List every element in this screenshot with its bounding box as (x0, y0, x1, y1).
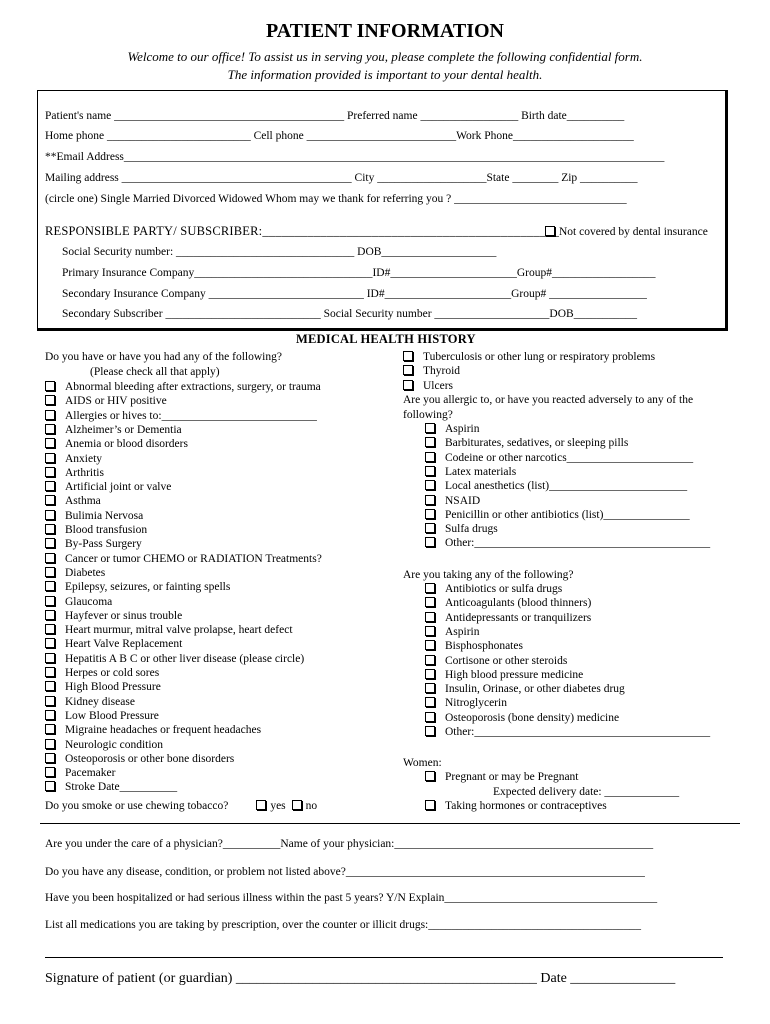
checkbox[interactable] (45, 538, 55, 548)
checkbox[interactable] (45, 653, 55, 663)
checkbox[interactable] (45, 567, 55, 577)
checkbox[interactable] (425, 480, 435, 490)
checkbox-label: Local anesthetics (list)________________________ (445, 480, 688, 493)
condition-item[interactable] (403, 364, 460, 378)
checkbox-label: Codeine or other narcotics______________________ (445, 451, 694, 464)
checkbox[interactable] (45, 624, 55, 634)
checkbox[interactable] (45, 495, 55, 505)
checkbox[interactable] (425, 771, 435, 781)
medication-item[interactable] (425, 625, 480, 639)
medication-item[interactable] (425, 711, 619, 725)
allergy-item[interactable] (425, 422, 480, 436)
checkbox[interactable] (45, 410, 55, 420)
condition-item[interactable] (45, 523, 147, 537)
checkbox[interactable] (425, 423, 435, 433)
intro-line-2: The information provided is important to your dental health. (227, 67, 543, 82)
checkbox-label: Antibiotics or sulfa drugs (445, 583, 563, 595)
condition-item[interactable] (45, 680, 161, 694)
checkbox[interactable] (45, 696, 55, 706)
condition-item[interactable] (45, 637, 182, 651)
checkbox[interactable] (425, 712, 435, 722)
section-divider (40, 823, 740, 824)
allergy-item[interactable] (425, 522, 498, 536)
condition-item[interactable] (45, 409, 317, 423)
signature-line[interactable]: Signature of patient (or guardian) ___________________________________________ Date _______________ (45, 971, 676, 986)
checkbox[interactable] (45, 596, 55, 606)
checkbox[interactable] (425, 640, 435, 650)
condition-item[interactable] (45, 738, 163, 752)
condition-item[interactable] (45, 380, 321, 394)
checkbox-label: Blood transfusion (65, 524, 148, 536)
checkbox-label: Pregnant or may be Pregnant (445, 771, 579, 783)
checkbox-label: Taking hormones or contraceptives (445, 800, 607, 812)
allergy-item[interactable] (425, 536, 710, 550)
checkbox-label: Diabetes (65, 566, 106, 579)
condition-item[interactable] (45, 452, 102, 466)
checkbox-label: Hayfever or sinus trouble (65, 609, 183, 622)
medical-history-title: MEDICAL HEALTH HISTORY (296, 332, 476, 346)
checkbox[interactable] (425, 683, 435, 693)
medication-item[interactable] (425, 696, 507, 710)
medication-item[interactable] (425, 654, 567, 668)
checkbox-label: NSAID (445, 494, 481, 507)
checkbox-label: Migraine headaches or frequent headaches (65, 724, 262, 737)
allergy-item[interactable] (425, 451, 693, 465)
condition-item[interactable] (45, 552, 322, 566)
women-label: Women: (403, 757, 442, 769)
smoke-question (45, 799, 317, 813)
checkbox[interactable] (45, 524, 55, 534)
medication-item[interactable] (425, 596, 591, 610)
pregnant-item[interactable] (425, 770, 579, 784)
condition-item[interactable] (45, 566, 105, 580)
checkbox-label: Stroke Date__________ (65, 781, 178, 794)
condition-item[interactable] (45, 723, 261, 737)
condition-item[interactable] (45, 480, 171, 494)
condition-item[interactable] (45, 709, 159, 723)
checkbox-label: Barbiturates, sedatives, or sleeping pills (445, 437, 629, 450)
allergy-question-2: following? (403, 409, 453, 421)
checkbox-label: Ulcers (423, 379, 454, 392)
hormones-item[interactable] (425, 799, 607, 813)
page-title: PATIENT INFORMATION (266, 20, 504, 42)
checkbox[interactable] (45, 638, 55, 648)
checkbox[interactable] (403, 351, 413, 361)
checkbox-label: Anticoagulants (blood thinners) (445, 597, 592, 610)
checkbox[interactable] (403, 365, 413, 375)
condition-item[interactable] (45, 494, 101, 508)
checkbox[interactable] (45, 381, 55, 391)
medication-item[interactable] (425, 639, 523, 653)
checkbox-label: Heart murmur, mitral valve prolapse, heart defect (65, 624, 293, 637)
allergy-question: Are you allergic to, or have you reacted adversely to any of the (403, 394, 694, 406)
medication-item[interactable] (425, 668, 583, 682)
smoke-no-label: no (305, 800, 318, 812)
checkbox[interactable] (45, 767, 55, 777)
patient-name-line[interactable]: Patient's name ________________________________________ Preferred name _________________ Birth date__________ (45, 110, 625, 122)
condition-item[interactable] (45, 780, 177, 794)
checkbox-label: Epilepsy, seizures, or fainting spells (65, 581, 231, 594)
checkbox[interactable] (45, 739, 55, 749)
not-covered-option[interactable] (545, 226, 708, 238)
allergy-item[interactable] (425, 508, 690, 522)
allergy-item[interactable] (425, 494, 480, 508)
checkbox[interactable] (45, 581, 55, 591)
checkbox-label: AIDS or HIV positive (65, 395, 167, 408)
checkbox-label: Cancer or tumor CHEMO or RADIATION Treatments? (65, 552, 322, 565)
checkbox[interactable] (425, 612, 435, 622)
condition-item[interactable] (45, 394, 167, 408)
email-line[interactable]: **Email Address______________________________________________________________________________________________ (45, 151, 665, 163)
checkbox[interactable] (45, 395, 55, 405)
condition-item[interactable] (45, 423, 182, 437)
not-covered-checkbox[interactable] (545, 226, 555, 236)
checkbox[interactable] (425, 495, 435, 505)
intro-line-1: Welcome to our office! To assist us in serving you, please complete the following confidential form. (127, 49, 643, 64)
checkbox-label: Tuberculosis or other lung or respiratory problems (423, 351, 656, 363)
checkbox[interactable] (425, 466, 435, 476)
condition-item[interactable] (45, 437, 188, 451)
taking-question: Are you taking any of the following? (403, 569, 574, 581)
condition-item[interactable] (45, 623, 293, 637)
checkbox-label: Asthma (65, 495, 101, 508)
disease-line[interactable]: Do you have any disease, condition, or problem not listed above?____________________________________________________ (45, 866, 645, 878)
checkbox-label: High Blood Pressure (65, 681, 161, 694)
checkbox[interactable] (45, 424, 55, 434)
checkbox[interactable] (45, 610, 55, 620)
checkbox-label: Aspirin (445, 423, 480, 435)
checkbox[interactable] (425, 669, 435, 679)
medication-item[interactable] (425, 682, 625, 696)
checkbox[interactable] (425, 800, 435, 810)
checkbox-label: Artificial joint or valve (65, 481, 172, 494)
condition-item[interactable] (45, 537, 142, 551)
checkbox-label: Kidney disease (65, 695, 135, 708)
checkbox[interactable] (425, 655, 435, 665)
checkbox-label: Insulin, Orinase, or other diabetes drug (445, 683, 625, 696)
allergy-item[interactable] (425, 465, 516, 479)
checkbox[interactable] (425, 626, 435, 636)
medication-item[interactable] (425, 611, 591, 625)
checkbox-label: Osteoporosis (bone density) medicine (445, 711, 620, 724)
checkbox-label: Low Blood Pressure (65, 709, 159, 722)
responsible-party-line[interactable]: RESPONSIBLE PARTY/ SUBSCRIBER:______________________________________________ (45, 224, 560, 238)
smoke-no-checkbox[interactable] (292, 800, 302, 810)
left-question: Do you have or have you had any of the following? (45, 351, 282, 363)
checkbox[interactable] (425, 509, 435, 519)
checkbox-label: Osteoporosis or other bone disorders (65, 752, 235, 765)
marital-referral-line[interactable]: (circle one) Single Married Divorced Widowed Whom may we thank for referring you ? ______________________________ (45, 193, 627, 205)
checkbox[interactable] (45, 753, 55, 763)
allergy-item[interactable] (425, 479, 687, 493)
allergy-item[interactable] (425, 436, 628, 450)
checkbox-label: Anemia or blood disorders (65, 438, 188, 451)
checkbox[interactable] (425, 697, 435, 707)
checkbox[interactable] (425, 452, 435, 462)
condition-item[interactable] (403, 350, 655, 364)
condition-item[interactable] (45, 666, 159, 680)
checkbox[interactable] (425, 583, 435, 593)
checkbox[interactable] (45, 510, 55, 520)
phone-line[interactable]: Home phone _________________________ Cell phone __________________________Work Phone_____________________ (45, 130, 634, 142)
checkbox-label: Other:_________________________________________ (445, 537, 711, 550)
condition-item[interactable] (45, 652, 304, 666)
checkbox-label: Antidepressants or tranquilizers (445, 611, 592, 624)
checkbox-label: Abnormal bleeding after extractions, surgery, or trauma (65, 381, 321, 393)
blank-line[interactable] (45, 957, 723, 958)
medication-item[interactable] (425, 725, 710, 739)
checkbox[interactable] (45, 467, 55, 477)
checkbox[interactable] (425, 537, 435, 547)
checkbox[interactable] (45, 681, 55, 691)
condition-item[interactable] (45, 509, 143, 523)
checkbox-label: Latex materials (445, 465, 517, 478)
checkbox-label: Bulimia Nervosa (65, 509, 144, 522)
secondary-insurance-line[interactable]: Secondary Insurance Company ___________________________ ID#______________________Group# _________________ (62, 288, 647, 300)
checkbox[interactable] (425, 597, 435, 607)
condition-item[interactable] (45, 766, 115, 780)
hospitalized-line[interactable]: Have you been hospitalized or had serious illness within the past 5 years? Y/N Explain_____________________________________ (45, 892, 658, 904)
checkbox-label: Alzheimer’s or Dementia (65, 423, 182, 436)
checkbox-label: Heart Valve Replacement (65, 638, 183, 651)
checkbox-label: Anxiety (65, 452, 103, 465)
checkbox[interactable] (425, 523, 435, 533)
checkbox[interactable] (45, 481, 55, 491)
checkbox[interactable] (403, 380, 413, 390)
condition-item[interactable] (45, 752, 234, 766)
checkbox[interactable] (45, 781, 55, 791)
checkbox-label: Nitroglycerin (445, 697, 507, 710)
checkbox[interactable] (45, 710, 55, 720)
checkbox[interactable] (45, 667, 55, 677)
condition-item[interactable] (45, 580, 230, 594)
checkbox-label: Aspirin (445, 625, 480, 638)
condition-item[interactable] (45, 466, 104, 480)
condition-item[interactable] (45, 695, 135, 709)
checkbox-label: By-Pass Surgery (65, 538, 142, 551)
checkbox-label: Bisphosphonates (445, 640, 523, 653)
checkbox-label: Neurologic condition (65, 738, 164, 751)
checkbox-label: Hepatitis A B C or other liver disease (please circle) (65, 652, 305, 665)
checkbox-label: High blood pressure medicine (445, 668, 584, 681)
checkbox[interactable] (45, 724, 55, 734)
condition-item[interactable] (45, 609, 182, 623)
smoke-yes-label: yes (270, 800, 286, 812)
checkbox[interactable] (425, 726, 435, 736)
checkbox[interactable] (425, 437, 435, 447)
primary-insurance-line[interactable]: Primary Insurance Company_______________________________ID#______________________Group#__________________ (62, 267, 656, 279)
checkbox-label: Thyroid (423, 365, 461, 378)
checkbox-label: Herpes or cold sores (65, 667, 160, 679)
checkbox[interactable] (45, 453, 55, 463)
condition-item[interactable] (403, 379, 453, 393)
checkbox[interactable] (45, 438, 55, 448)
address-line[interactable]: Mailing address ________________________________________ City ___________________State ________ Zip __________ (45, 172, 638, 184)
checkbox-label: Glaucoma (65, 595, 113, 608)
checkbox-label: Sulfa drugs (445, 523, 498, 536)
medications-line[interactable]: List all medications you are taking by prescription, over the counter or illicit drugs:_____________________________________ (45, 919, 641, 931)
checkbox-label: Arthritis (65, 466, 104, 479)
delivery-date-line: Expected delivery date: _____________ (493, 786, 680, 798)
checkbox-label: Allergies or hives to:___________________________ (65, 409, 317, 422)
checkbox-label: Other:_________________________________________ (445, 726, 711, 738)
secondary-subscriber-line[interactable]: Secondary Subscriber ___________________________ Social Security number ____________________DOB___________ (62, 308, 637, 320)
physician-line[interactable]: Are you under the care of a physician?__________Name of your physician:_____________________________________________ (45, 838, 654, 850)
medication-item[interactable] (425, 582, 562, 596)
checkbox-label: Penicillin or other antibiotics (list)_______________ (445, 508, 690, 521)
not-covered-label: Not covered by dental insurance (559, 226, 708, 238)
checkbox-label: Pacemaker (65, 767, 116, 780)
smoke-label: Do you smoke or use chewing tobacco? (45, 800, 229, 812)
ssn-line[interactable]: Social Security number: _______________________________ DOB____________________ (62, 246, 497, 258)
smoke-yes-checkbox[interactable] (256, 800, 266, 810)
checkbox-label: Cortisone or other steroids (445, 654, 568, 667)
condition-item[interactable] (45, 595, 112, 609)
checkbox[interactable] (45, 553, 55, 563)
left-hint: (Please check all that apply) (90, 366, 220, 378)
